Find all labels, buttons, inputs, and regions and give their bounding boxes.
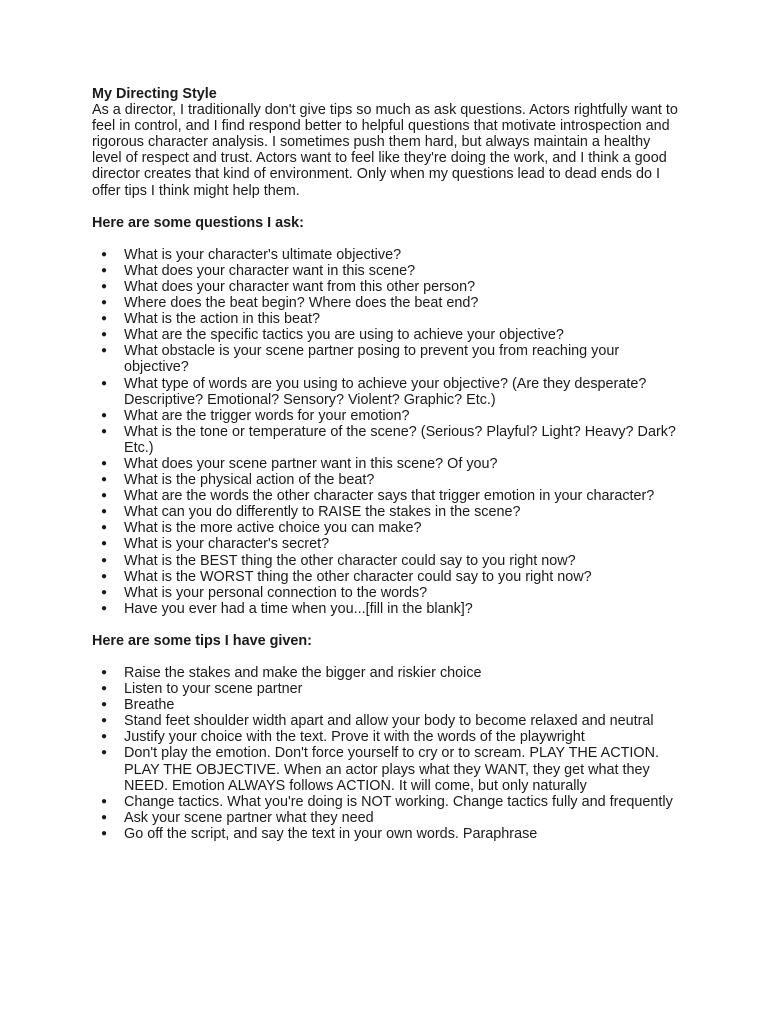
bullet-icon: ● — [101, 602, 108, 614]
bullet-icon: ● — [101, 570, 108, 582]
tip-item-text: Listen to your scene partner — [124, 681, 303, 698]
question-item-text: What is the tone or temperature of the scene? (Serious? Playful? Light? Heavy? Dark? Etc.) — [124, 423, 676, 456]
question-item-text: Where does the beat begin? Where does the beat end? — [124, 295, 479, 312]
bullet-icon: ● — [101, 506, 108, 518]
tip-item-text: Breathe — [124, 697, 175, 714]
question-item — [92, 279, 682, 295]
bullet-icon: ● — [101, 345, 108, 357]
question-item-text: What is your character's ultimate objective? — [124, 246, 402, 263]
question-item — [92, 263, 682, 279]
question-item — [92, 536, 682, 552]
tips-heading: Here are some tips I have given: — [92, 632, 312, 649]
question-item-text: What is the more active choice you can make? — [124, 520, 422, 537]
bullet-icon: ● — [101, 731, 108, 743]
bullet-icon: ● — [101, 313, 108, 325]
question-item-text: What does your character want in this scene? — [124, 262, 416, 279]
bullet-icon: ● — [101, 699, 108, 711]
intro-paragraph: As a director, I traditionally don't give tips so much as ask questions. Actors rightfully want to feel in control, and I find respond better to helpful questions that motivate introspection and rigorous character analysis. I sometimes push them hard, but always maintain a healthy level of respect and trust. Actors want to feel like they're doing the work, and I think a good director creates that kind of environment. Only when my questions lead to dead ends do I offer tips I think might help them. — [92, 102, 678, 199]
question-item-text: What type of words are you using to achieve your objective? (Are they desperate? Descriptive? Emotional? Sensory? Violent? Graphic? Etc.) — [124, 375, 647, 408]
question-item — [92, 456, 682, 472]
tip-item-text: Stand feet shoulder width apart and allow your body to become relaxed and neutral — [124, 713, 654, 730]
bullet-icon: ● — [101, 474, 108, 486]
tip-item — [92, 826, 682, 842]
question-item — [92, 472, 682, 488]
question-item-text: What is the action in this beat? — [124, 311, 320, 328]
tip-item-text: Don't play the emotion. Don't force yourself to cry or to scream. PLAY THE ACTION. PLAY THE OBJECTIVE. When an actor plays what they WANT, they get what they NEED. Emotion ALWAYS follows ACTION. It will come, but only naturally — [124, 745, 659, 794]
tip-item — [92, 713, 682, 729]
question-item-text: Have you ever had a time when you...[fill in the blank]? — [124, 600, 473, 617]
question-item — [92, 520, 682, 536]
question-item-text: What does your character want from this other person? — [124, 278, 476, 295]
bullet-icon: ● — [101, 329, 108, 341]
bullet-icon: ● — [101, 747, 108, 759]
tip-item — [92, 681, 682, 697]
question-item — [92, 488, 682, 504]
questions-heading: Here are some questions I ask: — [92, 214, 304, 231]
tip-item-text: Ask your scene partner what they need — [124, 809, 374, 826]
bullet-icon: ● — [101, 264, 108, 276]
question-item — [92, 295, 682, 311]
question-item-text: What can you do differently to RAISE the stakes in the scene? — [124, 504, 521, 521]
question-item — [92, 247, 682, 263]
tip-item — [92, 745, 682, 793]
question-item — [92, 504, 682, 520]
bullet-icon: ● — [101, 377, 108, 389]
question-item — [92, 569, 682, 585]
question-item-text: What are the words the other character says that trigger emotion in your character? — [124, 488, 655, 505]
tip-item — [92, 697, 682, 713]
question-item-text: What is the BEST thing the other character could say to you right now? — [124, 552, 576, 569]
bullet-icon: ● — [101, 554, 108, 566]
bullet-icon: ● — [101, 457, 108, 469]
questions-list — [92, 247, 682, 617]
bullet-icon: ● — [101, 297, 108, 309]
bullet-icon: ● — [101, 425, 108, 437]
question-item — [92, 585, 682, 601]
tip-item-text: Go off the script, and say the text in your own words. Paraphrase — [124, 825, 538, 842]
question-item — [92, 424, 682, 456]
tip-item — [92, 794, 682, 810]
question-item — [92, 311, 682, 327]
tip-item — [92, 665, 682, 681]
tip-item-text: Change tactics. What you're doing is NOT working. Change tactics fully and frequently — [124, 793, 673, 810]
question-item — [92, 376, 682, 408]
question-item-text: What is your personal connection to the words? — [124, 584, 428, 601]
tips-list — [92, 665, 682, 842]
question-item-text: What are the trigger words for your emotion? — [124, 407, 410, 424]
bullet-icon: ● — [101, 811, 108, 823]
bullet-icon: ● — [101, 683, 108, 695]
bullet-icon: ● — [101, 538, 108, 550]
question-item — [92, 553, 682, 569]
document-title: My Directing Style — [92, 86, 217, 102]
bullet-icon: ● — [101, 490, 108, 502]
bullet-icon: ● — [101, 667, 108, 678]
question-item — [92, 601, 682, 617]
question-item-text: What is the physical action of the beat? — [124, 472, 375, 489]
bullet-icon: ● — [101, 795, 108, 807]
question-item-text: What is the WORST thing the other character could say to you right now? — [124, 568, 592, 585]
bullet-icon: ● — [101, 586, 108, 598]
bullet-icon: ● — [101, 827, 108, 839]
bullet-icon: ● — [101, 280, 108, 292]
document-body — [92, 86, 682, 842]
question-item-text: What does your scene partner want in this scene? Of you? — [124, 455, 498, 472]
bullet-icon: ● — [101, 522, 108, 534]
question-item-text: What is your character's secret? — [124, 536, 330, 553]
question-item — [92, 408, 682, 424]
question-item-text: What obstacle is your scene partner posing to prevent you from reaching your objective? — [124, 343, 620, 376]
bullet-icon: ● — [101, 409, 108, 421]
tip-item — [92, 810, 682, 826]
tip-item — [92, 729, 682, 745]
question-item — [92, 343, 682, 375]
question-item — [92, 327, 682, 343]
question-item-text: What are the specific tactics you are using to achieve your objective? — [124, 327, 564, 344]
tip-item-text: Justify your choice with the text. Prove it with the words of the playwright — [124, 729, 585, 746]
tip-item-text: Raise the stakes and make the bigger and riskier choice — [124, 665, 482, 681]
bullet-icon: ● — [101, 715, 108, 727]
bullet-icon: ● — [101, 248, 108, 260]
